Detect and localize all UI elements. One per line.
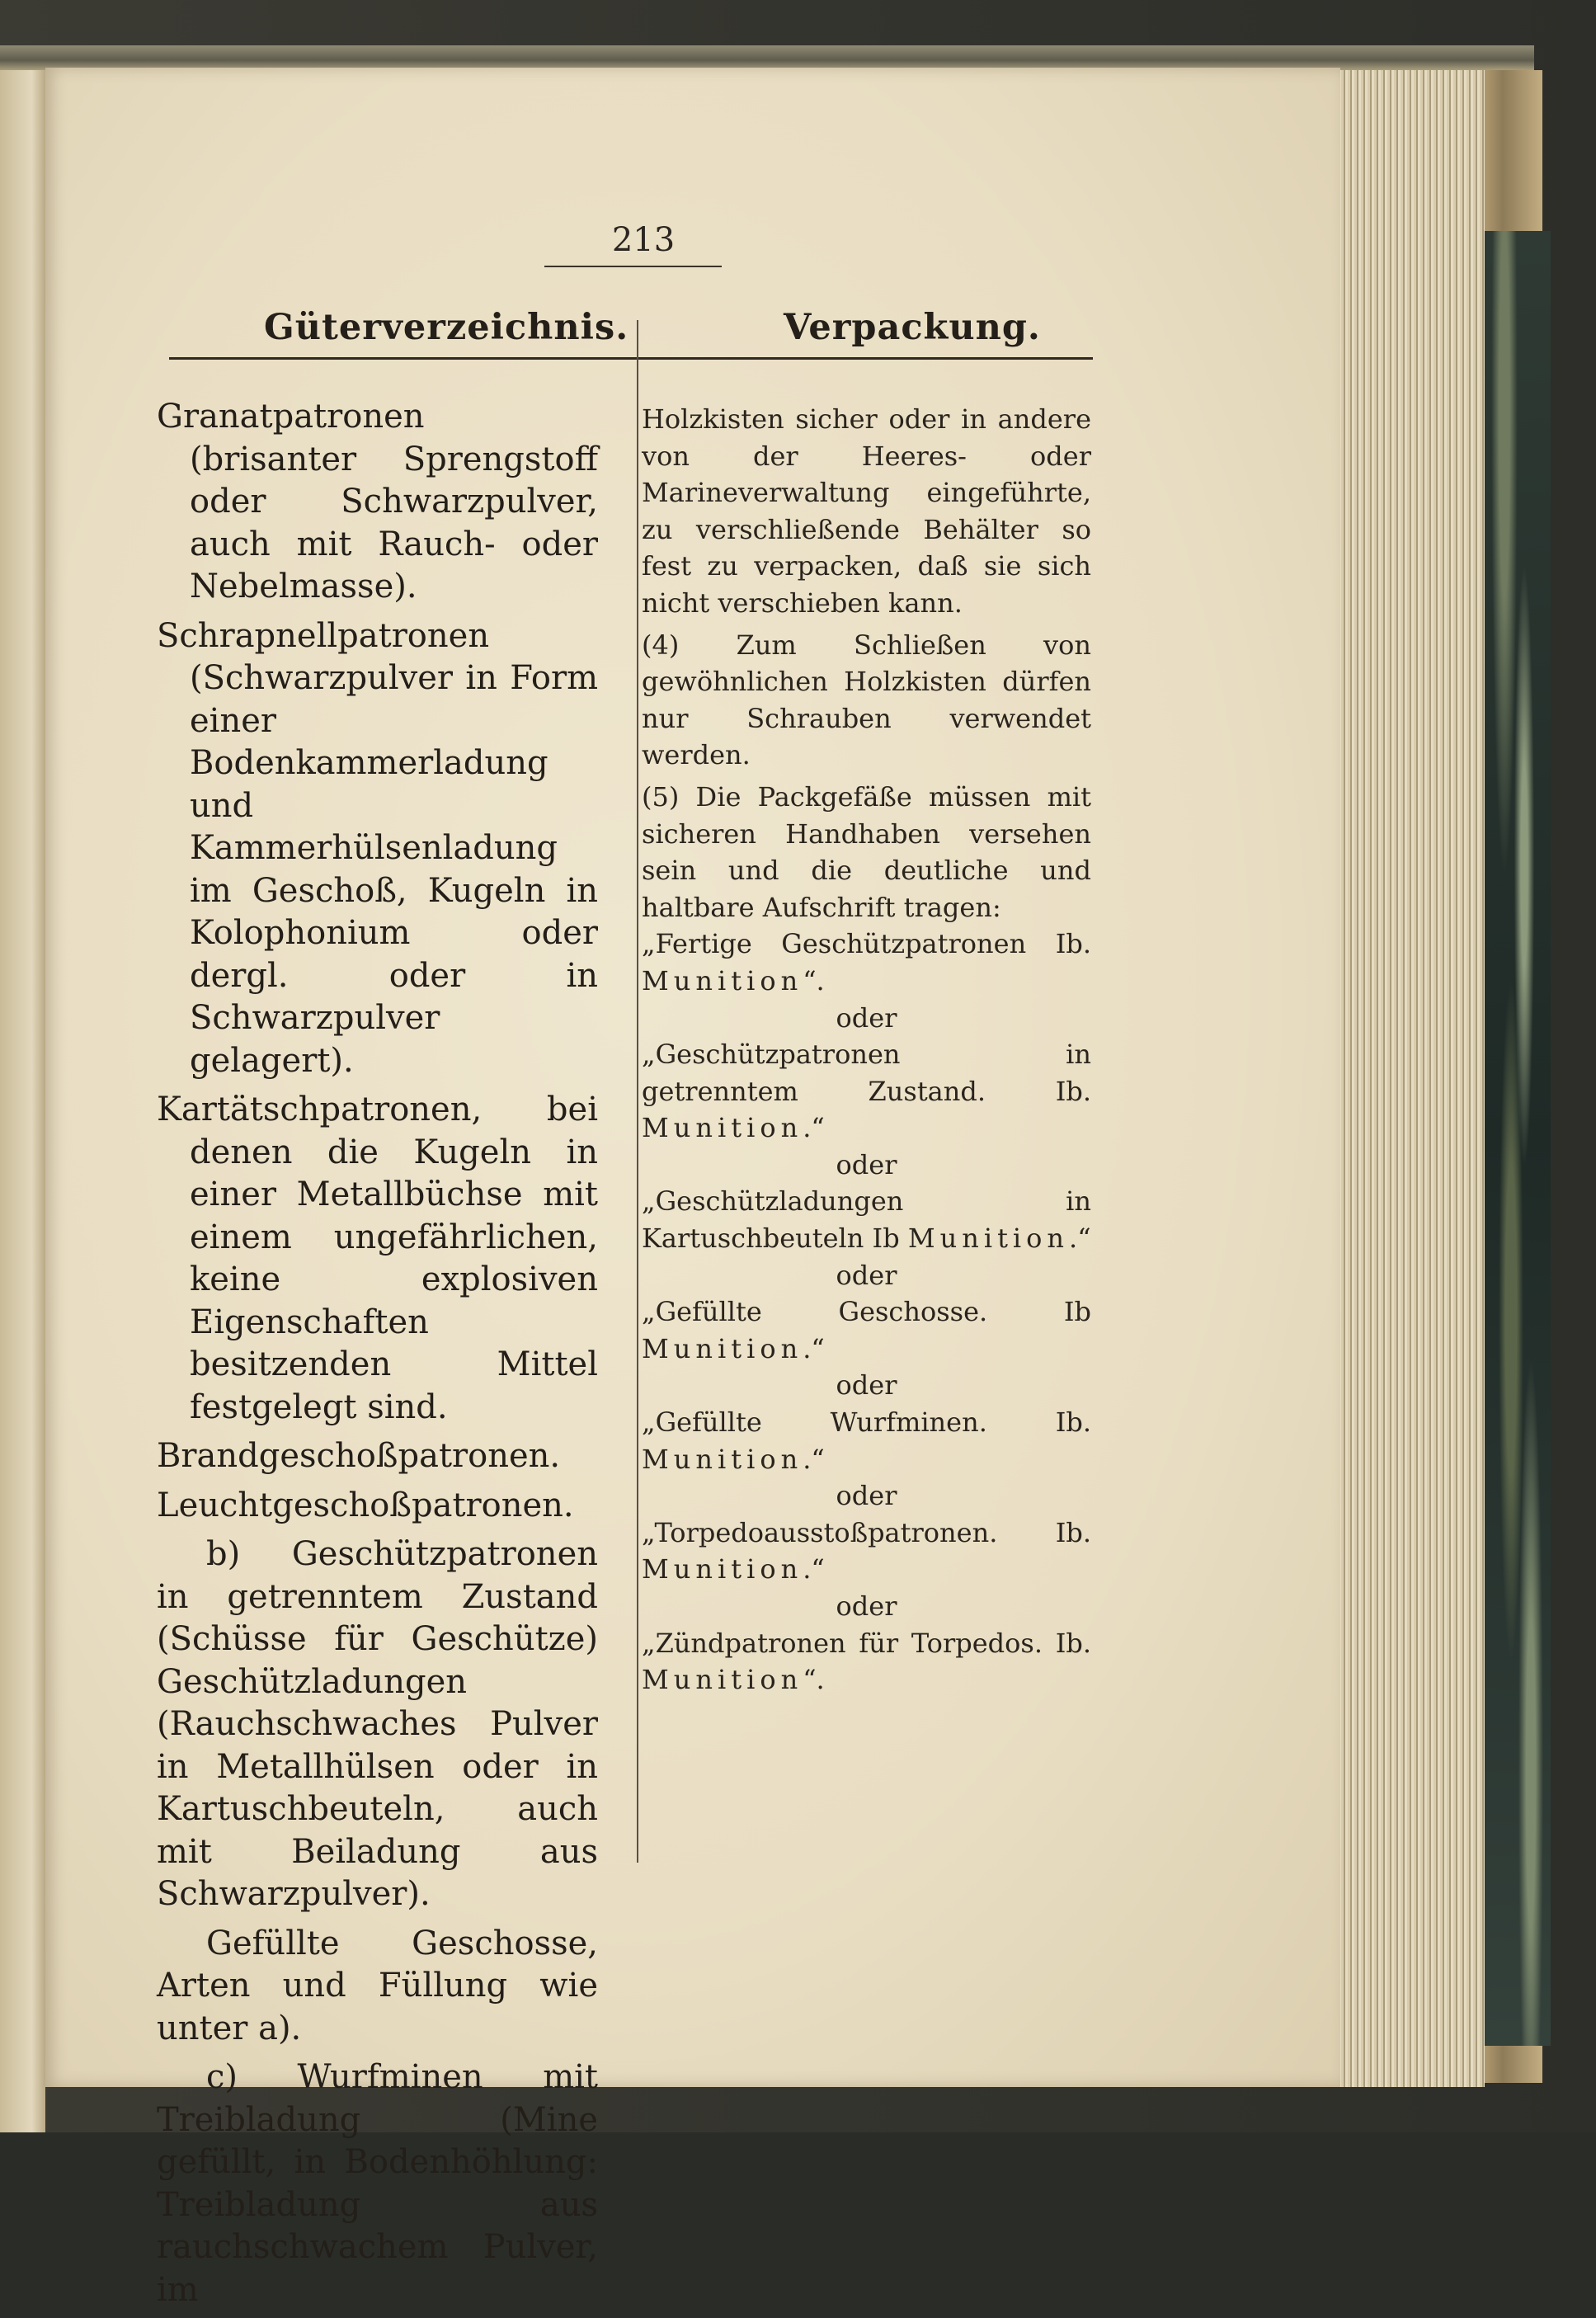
goods-entry: Kartätschpatronen, bei denen die Kugeln in einer Metallbüchse mit einem ungefährlichen, keine explosiven Eigenschaften besitzenden Mittel festgelegt sind. — [157, 1091, 598, 1426]
or-separator: oder — [836, 1480, 897, 1512]
label-text: „Zündpatronen für Torpedos. Ib. — [642, 1627, 1091, 1659]
label-text: „Fertige Geschützpatronen Ib. — [642, 928, 1091, 960]
or-separator: oder — [836, 1259, 897, 1291]
label-munition: Munition — [907, 1223, 1070, 1255]
goods-entry: Brandgeschoßpatronen. — [157, 1437, 561, 1475]
goods-entry: Leuchtgeschoßpatronen. — [157, 1486, 574, 1524]
label-munition: Munition — [642, 1664, 803, 1696]
packaging-column — [642, 401, 1091, 1698]
label-text: “. — [803, 964, 825, 996]
binding-top-edge — [0, 45, 1534, 70]
or-separator: oder — [836, 1369, 897, 1402]
marbled-endpaper — [1485, 231, 1551, 2046]
label-text: „Geschützladungen in Kartuschbeuteln Ib — [642, 1185, 1091, 1255]
goods-subsection: c) Wurfminen mit Treibladung (Mine gefüllt, in Bodenhöhlung: Treibladung aus rauchschwachem Pulver, im — [157, 2058, 598, 2309]
or-separator: oder — [836, 1148, 897, 1180]
label-munition: Munition — [642, 1112, 803, 1144]
label-inscription — [642, 1293, 1091, 1367]
label-inscription — [642, 1404, 1091, 1477]
packaging-paragraph: (5) Die Packgefäße müssen mit sicheren Handhaben versehen sein und die deutliche und haltbare Aufschrift tragen: — [642, 780, 1091, 923]
label-munition: Munition — [642, 1553, 803, 1585]
packaging-paragraph: (4) Zum Schließen von gewöhnlichen Holzkisten dürfen nur Schrauben verwendet werden. — [642, 629, 1091, 771]
or-separator: oder — [836, 1590, 897, 1622]
page-number-rule — [544, 266, 722, 267]
label-inscription — [642, 1515, 1091, 1588]
label-text: „Geschützpatronen in getrenntem Zustand. Ib. — [642, 1039, 1091, 1107]
page-number: 213 — [611, 221, 676, 259]
column-header-goods-list: Güterverzeichnis. — [264, 307, 629, 348]
column-divider — [637, 320, 638, 1863]
left-page-edge — [0, 58, 45, 2132]
label-text: .“ — [803, 1553, 825, 1585]
header-rule — [169, 357, 1093, 360]
label-text: „Gefüllte Geschosse. Ib — [642, 1296, 1091, 1328]
label-inscription — [642, 1625, 1091, 1698]
label-text: .“ — [803, 1443, 825, 1475]
goods-entry: Schrapnellpatronen (Schwarzpulver in Form einer Bodenkammerladung und Kammerhülsenladung im Geschoß, Kugeln in Kolophonium oder dergl. oder in Schwarzpulver gelagert). — [157, 616, 598, 1080]
page-edges — [1328, 70, 1485, 2087]
label-munition: Munition — [642, 1443, 803, 1475]
goods-subsection: b) Geschützpatronen in getrenntem Zustand (Schüsse für Geschütze) Geschützladungen (Rauchschwaches Pulver in Metallhülsen oder in Kartuschbeuteln, auch mit Beiladung aus Schwarzpulver). — [157, 1535, 598, 1913]
label-text: „Gefüllte Wurfminen. Ib. — [642, 1406, 1091, 1439]
label-munition: Munition — [642, 964, 803, 996]
column-header-packaging: Verpackung. — [784, 307, 1041, 348]
label-inscription — [642, 1036, 1091, 1147]
goods-subsection: Gefüllte Geschosse, Arten und Füllung wie unter a). — [157, 1924, 598, 2047]
label-text: .“ — [803, 1112, 825, 1144]
label-text: .“ — [803, 1332, 825, 1364]
label-munition: Munition — [642, 1332, 803, 1364]
or-separator: oder — [836, 1001, 897, 1034]
label-inscription — [642, 1183, 1091, 1256]
label-inscription — [642, 926, 1091, 999]
packaging-paragraph: Holzkisten sicher oder in andere von der Heeres- oder Marineverwaltung eingeführte, zu verschließende Behälter so fest zu verpacken, daß sie sich nicht verschieben kann. — [642, 403, 1091, 619]
goods-entry: Granatpatronen (brisanter Sprengstoff oder Schwarzpulver, auch mit Rauch- oder Nebelmasse). — [157, 398, 598, 605]
label-text: .“ — [1069, 1223, 1091, 1255]
goods-list-column — [157, 396, 598, 2318]
label-text: „Torpedoausstoßpatronen. Ib. — [642, 1516, 1091, 1548]
label-text: “. — [803, 1664, 825, 1696]
